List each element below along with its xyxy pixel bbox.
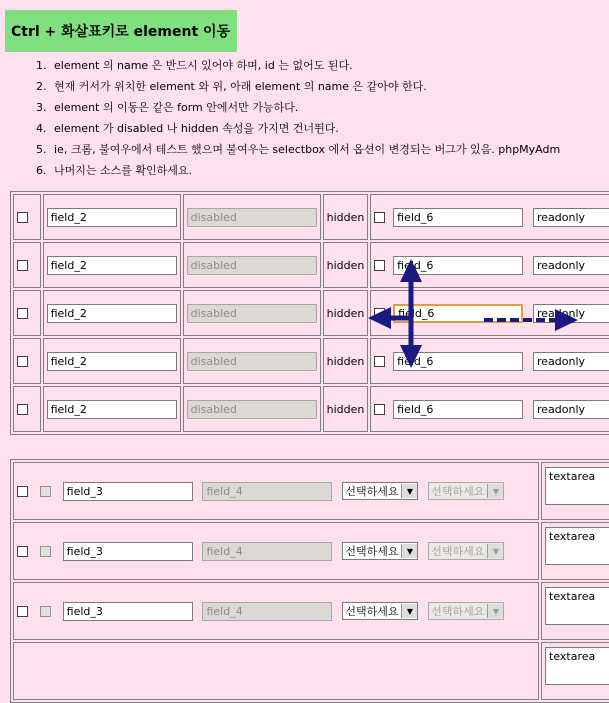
table-row [13, 642, 609, 700]
field-2-input[interactable] [47, 256, 177, 275]
row-checkbox[interactable] [374, 356, 385, 367]
hidden-label: hidden [326, 355, 365, 368]
select-value: 선택하세요 [431, 545, 485, 558]
field-3-input[interactable] [63, 542, 193, 561]
row-checkbox[interactable] [374, 404, 385, 415]
table-row [13, 582, 609, 640]
note-item: 3. element 의 이동은 같은 form 안에서만 가능하다. [50, 97, 609, 118]
table-row [13, 462, 609, 520]
row-checkbox[interactable] [374, 212, 385, 223]
field-2-input[interactable] [47, 304, 177, 323]
field-4-input [202, 482, 332, 501]
hidden-label: hidden [326, 307, 365, 320]
row-checkbox[interactable] [17, 606, 28, 617]
field-table-1 [10, 191, 609, 435]
row-checkbox-disabled [40, 606, 51, 617]
field-6-input[interactable] [393, 352, 523, 371]
table-row [13, 242, 609, 288]
hidden-label: hidden [326, 403, 365, 416]
field-3-input[interactable] [63, 482, 193, 501]
hidden-label: hidden [326, 259, 365, 272]
field-2-input[interactable] [47, 208, 177, 227]
row-checkbox[interactable] [17, 486, 28, 497]
row-checkbox[interactable] [17, 260, 28, 271]
select-value: 선택하세요 [345, 485, 399, 498]
readonly-input[interactable] [533, 400, 609, 419]
table-row [13, 194, 609, 240]
chevron-down-icon: ▼ [401, 604, 417, 618]
field-2-input[interactable] [47, 352, 177, 371]
note-item: 1. element 의 name 은 반드시 있어야 하며, id 는 없어도 된다. [50, 55, 609, 76]
note-item: 5. ie, 크롬, 불여우에서 테스트 했으며 불여우는 selectbox 에서 옵션이 변경되는 버그가 있음. phpMyAdm [50, 139, 609, 160]
select-value: 선택하세요 [345, 545, 399, 558]
disabled-input [187, 256, 317, 275]
row-checkbox[interactable] [17, 212, 28, 223]
field-table-2 [10, 459, 609, 703]
select-value: 선택하세요 [431, 605, 485, 618]
field-2-input[interactable] [47, 400, 177, 419]
note-item: 2. 현재 커서가 위치한 element 와 위, 아래 element 의 name 은 같아야 한다. [50, 76, 609, 97]
table-row [13, 386, 609, 432]
textarea[interactable]: textarea [545, 647, 609, 685]
row-checkbox[interactable] [374, 308, 385, 319]
chevron-down-icon: ▼ [487, 604, 503, 618]
note-item: 4. element 가 disabled 나 hidden 속성을 가지면 건너뛴다. [50, 118, 609, 139]
textarea[interactable]: textarea [545, 527, 609, 565]
instructions-list [32, 55, 609, 181]
select-box[interactable] [342, 602, 418, 620]
field-6-input[interactable] [393, 256, 523, 275]
disabled-input [187, 304, 317, 323]
chevron-down-icon: ▼ [401, 544, 417, 558]
select-box-disabled [428, 602, 504, 620]
field-4-input [202, 602, 332, 621]
chevron-down-icon: ▼ [487, 484, 503, 498]
disabled-input [187, 208, 317, 227]
select-box-disabled [428, 482, 504, 500]
row-checkbox-disabled [40, 546, 51, 557]
field-6-input-focused[interactable] [393, 304, 523, 323]
note-item: 6. 나머지는 소스를 확인하세요. [50, 160, 609, 181]
select-box-disabled [428, 542, 504, 560]
row-checkbox[interactable] [17, 404, 28, 415]
row-checkbox[interactable] [17, 546, 28, 557]
select-box[interactable] [342, 542, 418, 560]
table-row [13, 338, 609, 384]
row-checkbox[interactable] [17, 308, 28, 319]
field-6-input[interactable] [393, 208, 523, 227]
row-checkbox-disabled [40, 486, 51, 497]
field-3-input[interactable] [63, 602, 193, 621]
hidden-label: hidden [326, 211, 365, 224]
field-4-input [202, 542, 332, 561]
disabled-input [187, 352, 317, 371]
textarea[interactable]: textarea [545, 467, 609, 505]
readonly-input[interactable] [533, 256, 609, 275]
chevron-down-icon: ▼ [401, 484, 417, 498]
field-6-input[interactable] [393, 400, 523, 419]
table-row [13, 522, 609, 580]
select-value: 선택하세요 [431, 485, 485, 498]
textarea[interactable]: textarea [545, 587, 609, 625]
row-checkbox[interactable] [374, 260, 385, 271]
chevron-down-icon: ▼ [487, 544, 503, 558]
page-title: Ctrl + 화살표키로 element 이동 [5, 10, 237, 52]
readonly-input[interactable] [533, 208, 609, 227]
select-box[interactable] [342, 482, 418, 500]
disabled-input [187, 400, 317, 419]
row-checkbox[interactable] [17, 356, 28, 367]
table-row [13, 290, 609, 336]
readonly-input[interactable] [533, 304, 609, 323]
readonly-input[interactable] [533, 352, 609, 371]
select-value: 선택하세요 [345, 605, 399, 618]
